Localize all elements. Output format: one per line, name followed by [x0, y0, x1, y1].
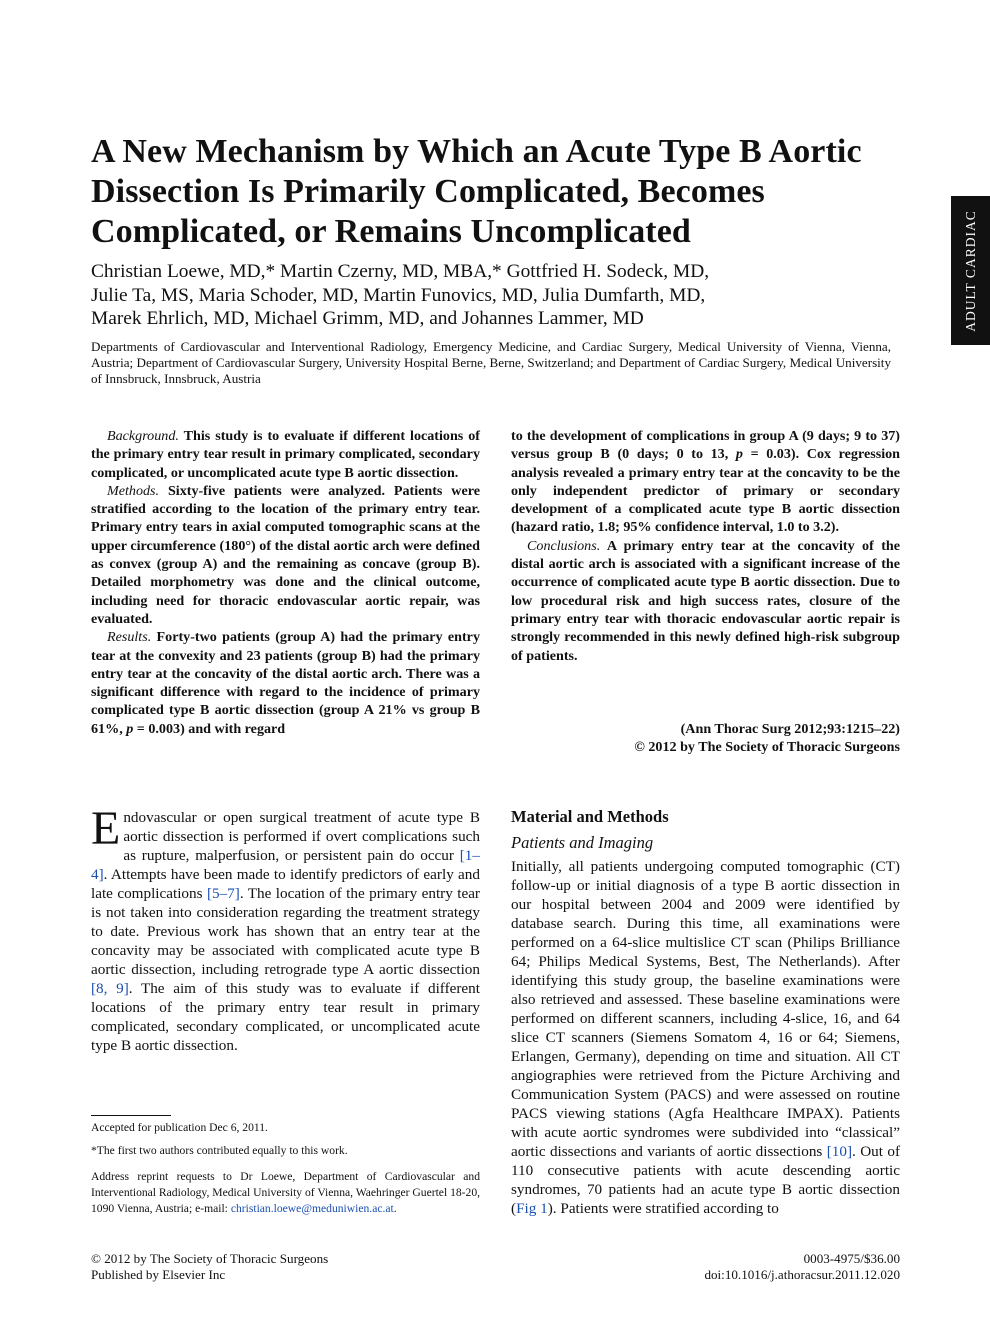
methods-text: ). Patients were stratified according to [547, 1200, 779, 1217]
results-text: = 0.03). Cox regression analysis revealed a primary entry tear at the concavity to be the only independent predictor of primary or secondary development of a complicated acute type B aortic dissection (hazard ratio, 1.8; 95% confidence interval, 1.0 to 3.2). [511, 446, 900, 536]
footnote-accepted: Accepted for publication Dec 6, 2011. [91, 1121, 268, 1134]
reference-link[interactable]: [5–7] [206, 885, 240, 902]
author-list [91, 260, 891, 331]
author-line: Marek Ehrlich, MD, Michael Grimm, MD, and Johannes Lammer, MD [91, 308, 644, 329]
subsection-heading: Patients and Imaging [511, 833, 654, 852]
p-symbol: p [735, 446, 743, 463]
footer-copyright: © 2012 by The Society of Thoracic Surgeons [91, 1251, 329, 1266]
reference-link[interactable]: [1–4] [91, 847, 480, 883]
abstract-background [91, 427, 480, 482]
reference-link[interactable]: [8, 9] [91, 980, 129, 997]
intro-text: . Attempts have been made to identify predictors of early and late complications [91, 866, 480, 902]
email-link[interactable]: christian.loewe@meduniwien.ac.at [230, 1202, 394, 1215]
footnote-address [91, 1169, 480, 1217]
methods-label: Methods. [107, 482, 160, 499]
affiliations: Departments of Cardiovascular and Interventional Radiology, Emergency Medicine, and Cardiac Surgery, Medical University of Vienna, Vienna, Austria; Department of Cardiovascular Surgery, University Hospital Berne, Berne, Switzerland; and Department of Cardiac Surgery, Medical University of Innsbruck, Innsbruck, Austria [91, 339, 891, 386]
results-text: Forty-two patients (group A) had the primary entry tear at the convexity and 23 patients (group B) had the primary entry tear at the concavity of the distal aortic arch. There was a significant difference with regard to the incidence of primary complicated type B aortic dissection (group A 21% vs group B 61%, [91, 629, 480, 737]
results-text: to the development of complications in group A (9 days; 9 to 37) versus group B (0 days; 0 to 13, [511, 428, 900, 463]
background-label: Background. [107, 428, 179, 444]
p-symbol: p [126, 720, 134, 737]
author-line: Christian Loewe, MD,* Martin Czerny, MD, MBA,* Gottfried H. Sodeck, MD, [91, 261, 710, 282]
abstract-results-continued [511, 427, 900, 537]
conclusions-label: Conclusions. [527, 537, 601, 554]
footnotes [91, 1120, 480, 1227]
section-heading: Material and Methods [511, 807, 669, 826]
background-text: This study is to evaluate if different locations of the primary entry tear result in primary complicated, secondary complicated, or uncomplicated acute type B aortic dissection. [91, 428, 480, 481]
side-tab-label: ADULT CARDIAC [962, 209, 978, 332]
results-text: = 0.003) and with regard [133, 720, 286, 737]
methods-paragraph [511, 857, 900, 1218]
methods-text: Sixty-five patients were analyzed. Patients were stratified according to the location of the primary entry tear. Primary entry tears in axial computed tomographic scans at the upper circumference (180°) of the distal aortic arch were defined as convex (group A) and the remaining as concave (group B). Detailed morphometry was done and the clinical outcome, including need for thoracic endovascular aortic repair, was evaluated. [91, 482, 480, 627]
section-side-tab [951, 196, 990, 345]
article-title: A New Mechanism by Which an Acute Type B Aortic Dissection Is Primarily Complicated, Becomes Complicated, or Remains Uncomplicated [91, 133, 862, 250]
abstract-results [91, 628, 480, 738]
drop-cap: E [91, 802, 121, 855]
footer-issn-price: 0003-4975/$36.00 [803, 1251, 900, 1266]
conclusions-text: A primary entry tear at the concavity of the distal aortic arch is associated with a significant increase of the occurrence of complicated acute type B aortic dissection. Due to low procedural risk and high success rates, closure of the primary entry tear with thoracic endovascular aortic repair is strongly recommended in this newly defined high-risk subgroup of patients. [511, 537, 900, 664]
author-line: Julie Ta, MS, Maria Schoder, MD, Martin Funovics, MD, Julia Dumfarth, MD, [91, 284, 706, 306]
results-label: Results. [107, 629, 152, 646]
footer-publisher [91, 1251, 328, 1282]
journal-citation [511, 720, 900, 757]
footer-identifiers [600, 1251, 900, 1282]
citation-reference: (Ann Thorac Surg 2012;93:1215–22) [680, 721, 900, 737]
reference-link[interactable]: [10] [826, 1143, 853, 1160]
introduction-paragraph [91, 802, 480, 1055]
footer-doi: doi:10.1016/j.athoracsur.2011.12.020 [704, 1266, 900, 1282]
footnote-divider [91, 1115, 171, 1116]
footer-publisher-name: Published by Elsevier Inc [91, 1266, 226, 1282]
footnote-equal-contribution: *The first two authors contributed equally to this work. [91, 1144, 348, 1157]
address-text: Address reprint requests to Dr Loewe, Department of Cardiovascular and Interventional Radiology, Medical University of Vienna, Waehringer Guertel 18-20, 1090 Vienna, Austria; e-mail: [91, 1170, 481, 1215]
abstract-left-column [91, 427, 480, 738]
methods-text: . Out of 110 consecutive patients with acute descending aortic syndromes, 70 patients had an acute type B aortic dissection ( [511, 1143, 901, 1217]
address-end: . [393, 1202, 397, 1215]
abstract-methods [91, 482, 480, 628]
intro-text: . The location of the primary entry tear is not taken into consideration regarding the treatment strategy to date. Previous work has shown that an entry tear at the concavity may be associated with complicated acute type B aortic dissection, including retrograde type A aortic dissection [91, 885, 480, 978]
abstract-right-column [511, 427, 900, 665]
intro-text: ndovascular or open surgical treatment of acute type B aortic dissection is performed if overt complications such as rupture, malperfusion, or persistent pain do occur [123, 809, 480, 864]
citation-copyright: © 2012 by The Society of Thoracic Surgeons [634, 739, 900, 756]
intro-text: . The aim of this study was to evaluate if different locations of the primary entry tear result in primary complicated, secondary complicated, or uncomplicated acute type B aortic dissection. [91, 980, 480, 1054]
figure-link[interactable]: Fig 1 [516, 1200, 548, 1217]
methods-text: Initially, all patients undergoing computed tomographic (CT) follow-up or initial diagnosis of a type B aortic dissection in our hospital between 2004 and 2009 were identified by database search. During this time, all examinations were performed on a 64-slice multislice CT scan (Philips Brilliance 64; Philips Medical Systems, Best, The Netherlands). After identifying this study group, the baseline examinations were also retrieved and assessed. These baseline examinations were performed on different scanners, including 4-slice, 16, and 64 slice CT scanners (Siemens Somatom 4, 16 or 64; Siemens, Erlangen, Germany), depending on time and situation. All CT angiographies were retrieved from the Picture Archiving and Communication System (PACS) and were assessed on routine PACS viewing stations (Agfa Healthcare IMPAX). Patients with acute aortic syndromes were subdivided into “classical” aortic dissections and variants of aortic dissections [511, 858, 900, 1160]
abstract-conclusions [511, 537, 900, 665]
